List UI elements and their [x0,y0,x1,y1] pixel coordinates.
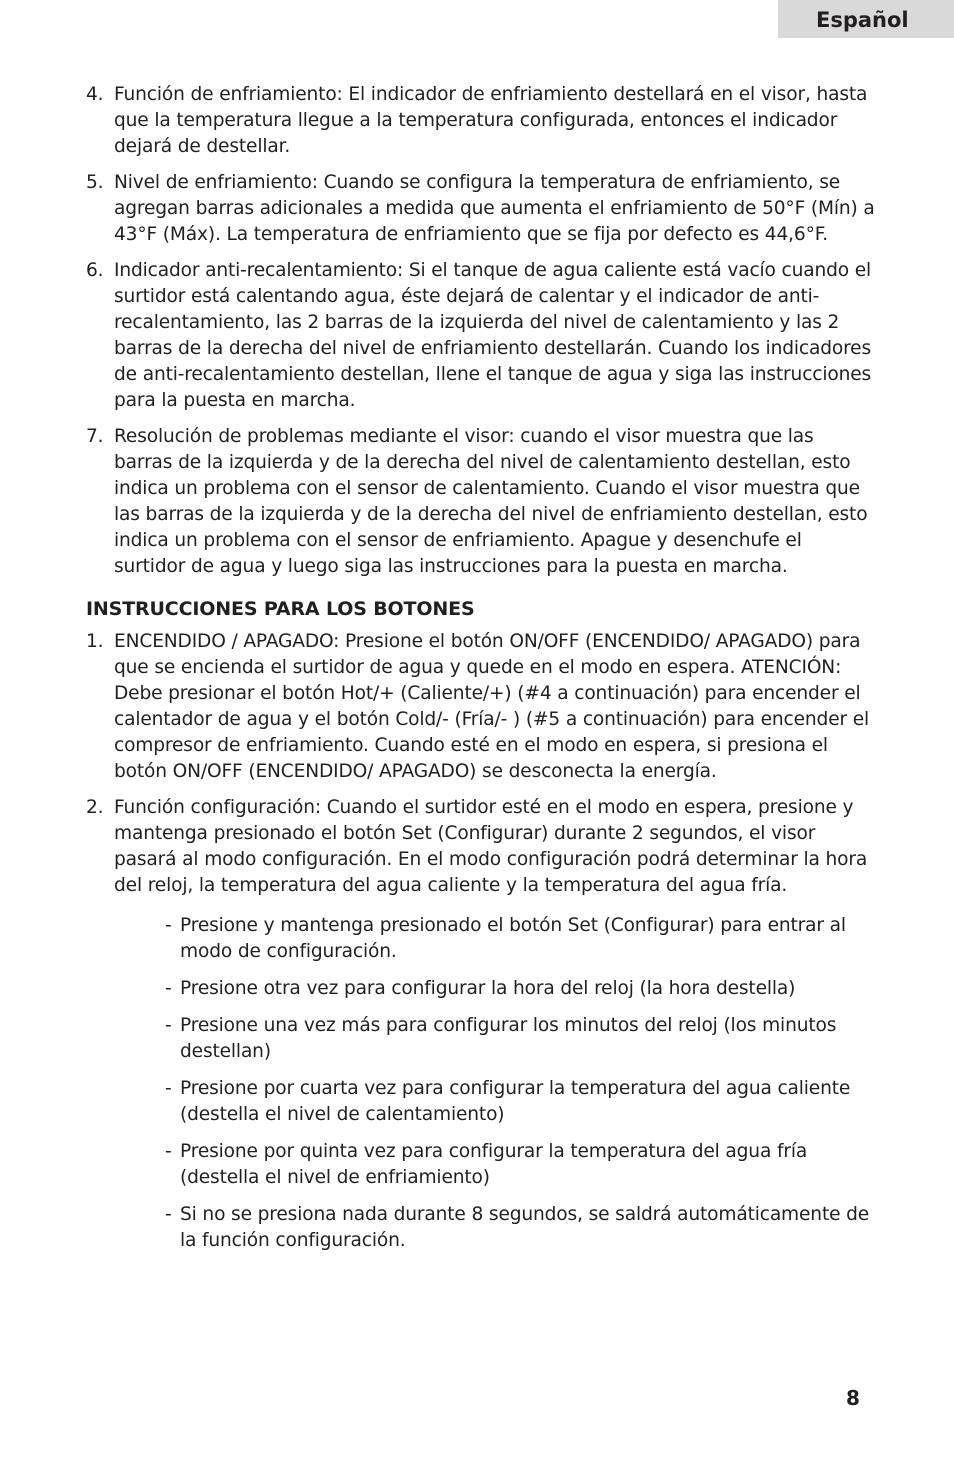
item-text: Resolución de problemas mediante el visor: cuando el visor muestra que las barras de la izquierda y de la derecha del nivel de calentamiento destellan, esto indica un problema con el sensor de calentamiento. Cuando el visor muestra que las barras de la izquierda y de la derecha del nivel de enfriamiento destellan, esto indica un problema con el sensor de enfriamiento. Apague y desenchufe el surtidor de agua y luego siga las instrucciones para la puesta en marcha. [114,426,868,577]
item-text: Función de enfriamiento: El indicador de enfriamiento destellará en el visor, hasta que la temperatura llegue a la temperatura configurada, entonces el indicador dejará de destellar. [114,84,868,157]
sub-bullet-text: Presione por quinta vez para configurar la temperatura del agua fría (destella el nivel de enfriamiento) [180,1141,808,1188]
item-number: 2. [86,797,104,818]
sub-bullet [165,1139,876,1191]
sub-bullet-list [165,913,876,1254]
list-item [86,424,876,580]
list-item [86,258,876,414]
item-number: 6. [86,260,104,281]
bullet-dash: - [165,1204,172,1225]
page-number: 8 [846,1386,860,1410]
sub-bullet [165,976,876,1002]
bullet-dash: - [165,1015,172,1036]
list-item [86,629,876,785]
item-number: 1. [86,631,104,652]
list-item [86,170,876,248]
bullet-dash: - [165,1078,172,1099]
item-text: Nivel de enfriamiento: Cuando se configura la temperatura de enfriamiento, se agregan barras adicionales a medida que aumenta el enfriamiento de 50°F (Mín) a 43°F (Máx). La temperatura de enfriamiento que se fija por defecto es 44,6°F. [114,172,875,245]
bullet-dash: - [165,978,172,999]
sub-bullet [165,1013,876,1065]
page-content [86,82,876,1265]
sub-bullet-text: Presione otra vez para configurar la hora del reloj (la hora destella) [180,978,796,999]
sub-bullet [165,913,876,965]
sub-bullet [165,1202,876,1254]
list-item [86,82,876,160]
language-tab: Español [778,0,954,38]
item-text: Indicador anti-recalentamiento: Si el tanque de agua caliente está vacío cuando el surtidor está calentando agua, éste dejará de calentar y el indicador de anti-recalentamiento, las 2 barras de la izquierda del nivel de calentamiento y las 2 barras de la derecha del nivel de enfriamiento destellarán. Cuando los indicadores de anti-recalentamiento destellan, llene el tanque de agua y siga las instrucciones para la puesta en marcha. [114,260,872,411]
sub-bullet-text: Presione y mantenga presionado el botón Set (Configurar) para entrar al modo de configuración. [180,915,846,962]
section-heading: INSTRUCCIONES PARA LOS BOTONES [86,598,475,620]
item-number: 4. [86,84,104,105]
item-number: 5. [86,172,104,193]
bullet-dash: - [165,915,172,936]
sub-bullet [165,1076,876,1128]
bullet-dash: - [165,1141,172,1162]
sub-bullet-text: Presione por cuarta vez para configurar la temperatura del agua caliente (destella el nivel de calentamiento) [180,1078,851,1125]
item-text: Función configuración: Cuando el surtidor esté en el modo en espera, presione y mantenga presionado el botón Set (Configurar) durante 2 segundos, el visor pasará al modo configuración. En el modo configuración podrá determinar la hora del reloj, la temperatura del agua caliente y la temperatura del agua fría. [114,797,868,896]
sub-bullet-text: Presione una vez más para configurar los minutos del reloj (los minutos destellan) [180,1015,837,1062]
item-text: ENCENDIDO / APAGADO: Presione el botón ON/OFF (ENCENDIDO/ APAGADO) para que se encienda el surtidor de agua y quede en el modo en espera. ATENCIÓN: Debe presionar el botón Hot/+ (Caliente/+) (#4 a continuación) para encender el calentador de agua y el botón Cold/- (Fría/- ) (#5 a continuación) para encender el compresor de enfriamiento. Cuando esté en el modo en espera, si presiona el botón ON/OFF (ENCENDIDO/ APAGADO) se desconecta la energía. [114,631,870,782]
list-item [86,795,876,899]
sub-bullet-text: Si no se presiona nada durante 8 segundos, se saldrá automáticamente de la función configuración. [180,1204,870,1251]
item-number: 7. [86,426,104,447]
